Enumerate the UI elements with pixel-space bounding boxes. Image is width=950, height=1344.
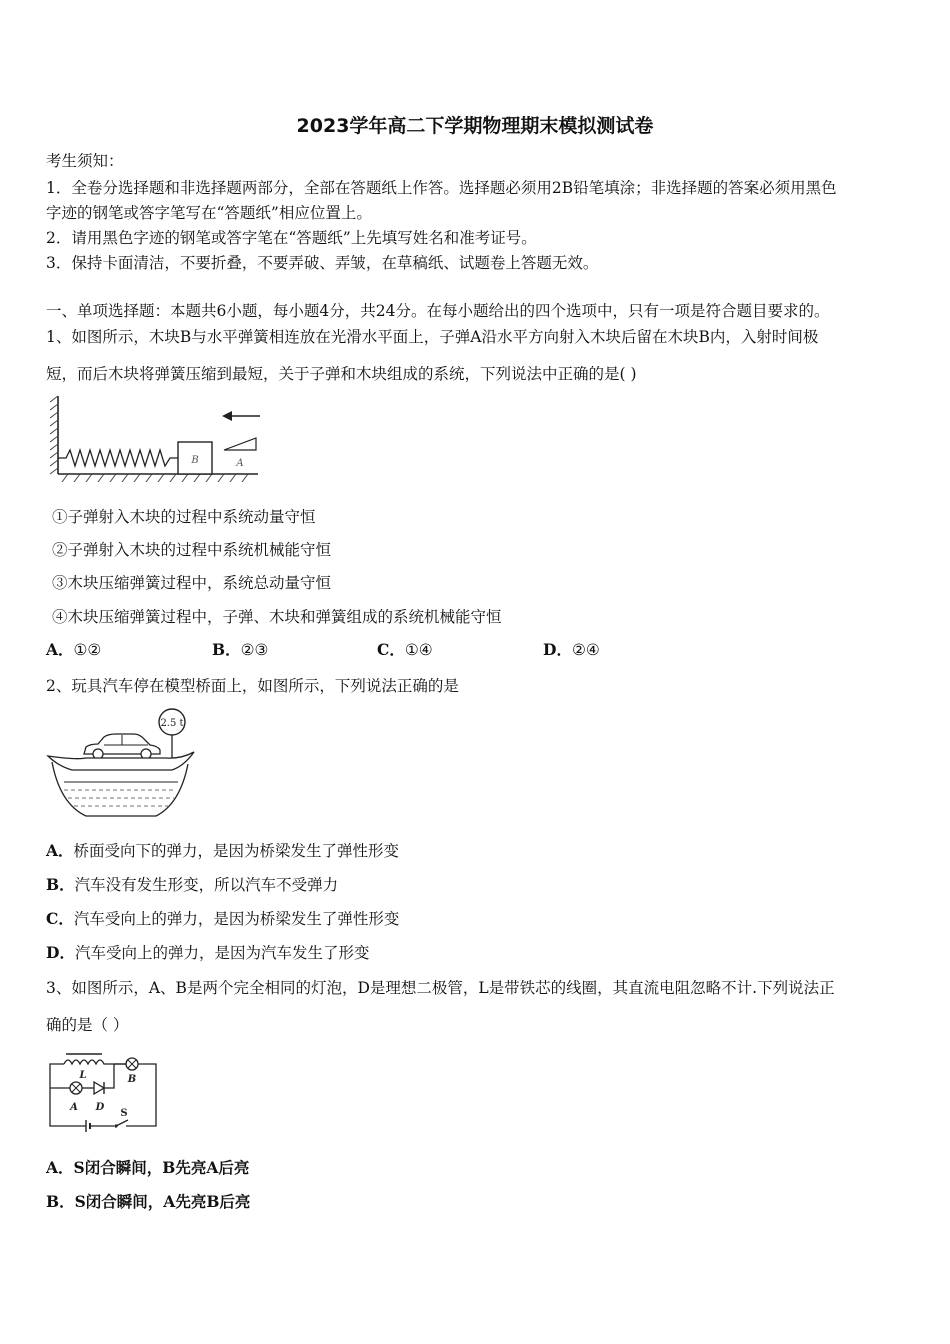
notice-item: 2．请用黑色字迹的钢笔或答字笔在“答题纸”上先填写姓名和准考证号。 xyxy=(46,229,537,247)
option-letter: B． xyxy=(46,875,75,894)
q1-statement: ④木块压缩弹簧过程中，子弹、木块和弹簧组成的系统机械能守恒 xyxy=(52,608,502,626)
coil-l xyxy=(64,1060,114,1064)
q2-option-d[interactable] xyxy=(46,943,369,963)
option-letter: C． xyxy=(377,640,405,659)
toy-car-bridge-figure xyxy=(46,704,196,824)
q1-statement: ②子弹射入木块的过程中系统机械能守恒 xyxy=(52,541,332,559)
option-letter: B． xyxy=(212,640,241,659)
diode-label: D xyxy=(95,1102,105,1113)
q1-option-b[interactable] xyxy=(212,640,268,660)
option-text: 汽车受向上的弹力，是因为汽车发生了形变 xyxy=(74,944,370,962)
option-letter: A． xyxy=(46,1158,74,1177)
coil-label: L xyxy=(79,1070,87,1081)
option-letter: D． xyxy=(46,943,75,962)
q3-option-a[interactable] xyxy=(46,1158,249,1178)
q2-option-b[interactable] xyxy=(46,875,338,895)
bullet-label: A xyxy=(236,458,244,469)
q1-stem-line2: 短，而后木块将弹簧压缩到最短，关于子弹和木块组成的系统，下列说法中正确的是( ) xyxy=(46,365,637,383)
option-text: ②③ xyxy=(240,641,269,659)
lamp-b-label: B xyxy=(127,1074,137,1085)
option-letter: C． xyxy=(46,909,74,928)
option-text: 桥面受向下的弹力，是因为桥梁发生了弹性形变 xyxy=(73,842,400,860)
q1-statement: ③木块压缩弹簧过程中，系统总动量守恒 xyxy=(52,574,332,592)
option-text: ②④ xyxy=(571,641,600,659)
option-letter: A． xyxy=(46,640,74,659)
notice-item: 1．全卷分选择题和非选择题两部分，全部在答题纸上作答。选择题必须用2B铅笔填涂；非选择题的答案必须用黑色 xyxy=(46,179,837,197)
q2-option-c[interactable] xyxy=(46,909,399,929)
q2-stem: 2、玩具汽车停在模型桥面上，如图所示，下列说法正确的是 xyxy=(46,677,459,695)
q3-stem-line2: 确的是（ ） xyxy=(46,1016,129,1034)
circuit-figure xyxy=(44,1050,164,1138)
q1-option-a[interactable] xyxy=(46,640,101,660)
q3-stem-line1: 3、如图所示，A、B是两个完全相同的灯泡，D是理想二极管，L是带铁芯的线圈，其直流电阻忽略不计.下列说法正 xyxy=(46,979,835,997)
spring xyxy=(58,450,178,466)
q1-stem-line1: 1、如图所示，木块B与水平弹簧相连放在光滑水平面上，子弹A沿水平方向射入木块后留在木块B内，入射时间极 xyxy=(46,328,819,346)
lamp-a-label: A xyxy=(70,1102,78,1113)
velocity-arrow xyxy=(222,411,232,421)
block-label: B xyxy=(191,455,199,466)
option-text: 汽车受向上的弹力，是因为桥梁发生了弹性形变 xyxy=(73,910,400,928)
switch-label: S xyxy=(120,1108,128,1119)
option-letter: D． xyxy=(543,640,572,659)
q2-option-a[interactable] xyxy=(46,841,399,861)
notice-item: 字迹的钢笔或答字笔写在“答题纸”相应位置上。 xyxy=(46,204,372,222)
option-letter: B． xyxy=(46,1192,75,1211)
q1-statement: ①子弹射入木块的过程中系统动量守恒 xyxy=(52,508,316,526)
notice-heading: 考生须知： xyxy=(46,152,124,170)
bullet-a xyxy=(224,438,256,450)
option-text: ①② xyxy=(73,641,102,659)
sign-text: 2.5 t xyxy=(160,718,184,729)
option-text: 汽车没有发生形变，所以汽车不受弹力 xyxy=(74,876,339,894)
q1-option-d[interactable] xyxy=(543,640,600,660)
switch-s xyxy=(116,1120,128,1126)
q3-option-b[interactable] xyxy=(46,1192,250,1212)
option-text: S闭合瞬间，B先亮A后亮 xyxy=(73,1158,250,1177)
option-text: S闭合瞬间，A先亮B后亮 xyxy=(74,1192,251,1211)
option-letter: A． xyxy=(46,841,74,860)
diode-d xyxy=(94,1082,104,1094)
spring-block-figure xyxy=(48,392,264,482)
section-heading: 一、单项选择题：本题共6小题，每小题4分，共24分。在每小题给出的四个选项中，只有一项是符合题目要求的。 xyxy=(46,302,830,320)
page-title: 2023学年高二下学期物理期末模拟测试卷 xyxy=(296,115,654,137)
q1-option-c[interactable] xyxy=(377,640,433,660)
notice-item: 3．保持卡面清洁，不要折叠，不要弄破、弄皱，在草稿纸、试题卷上答题无效。 xyxy=(46,254,599,272)
option-text: ①④ xyxy=(404,641,433,659)
